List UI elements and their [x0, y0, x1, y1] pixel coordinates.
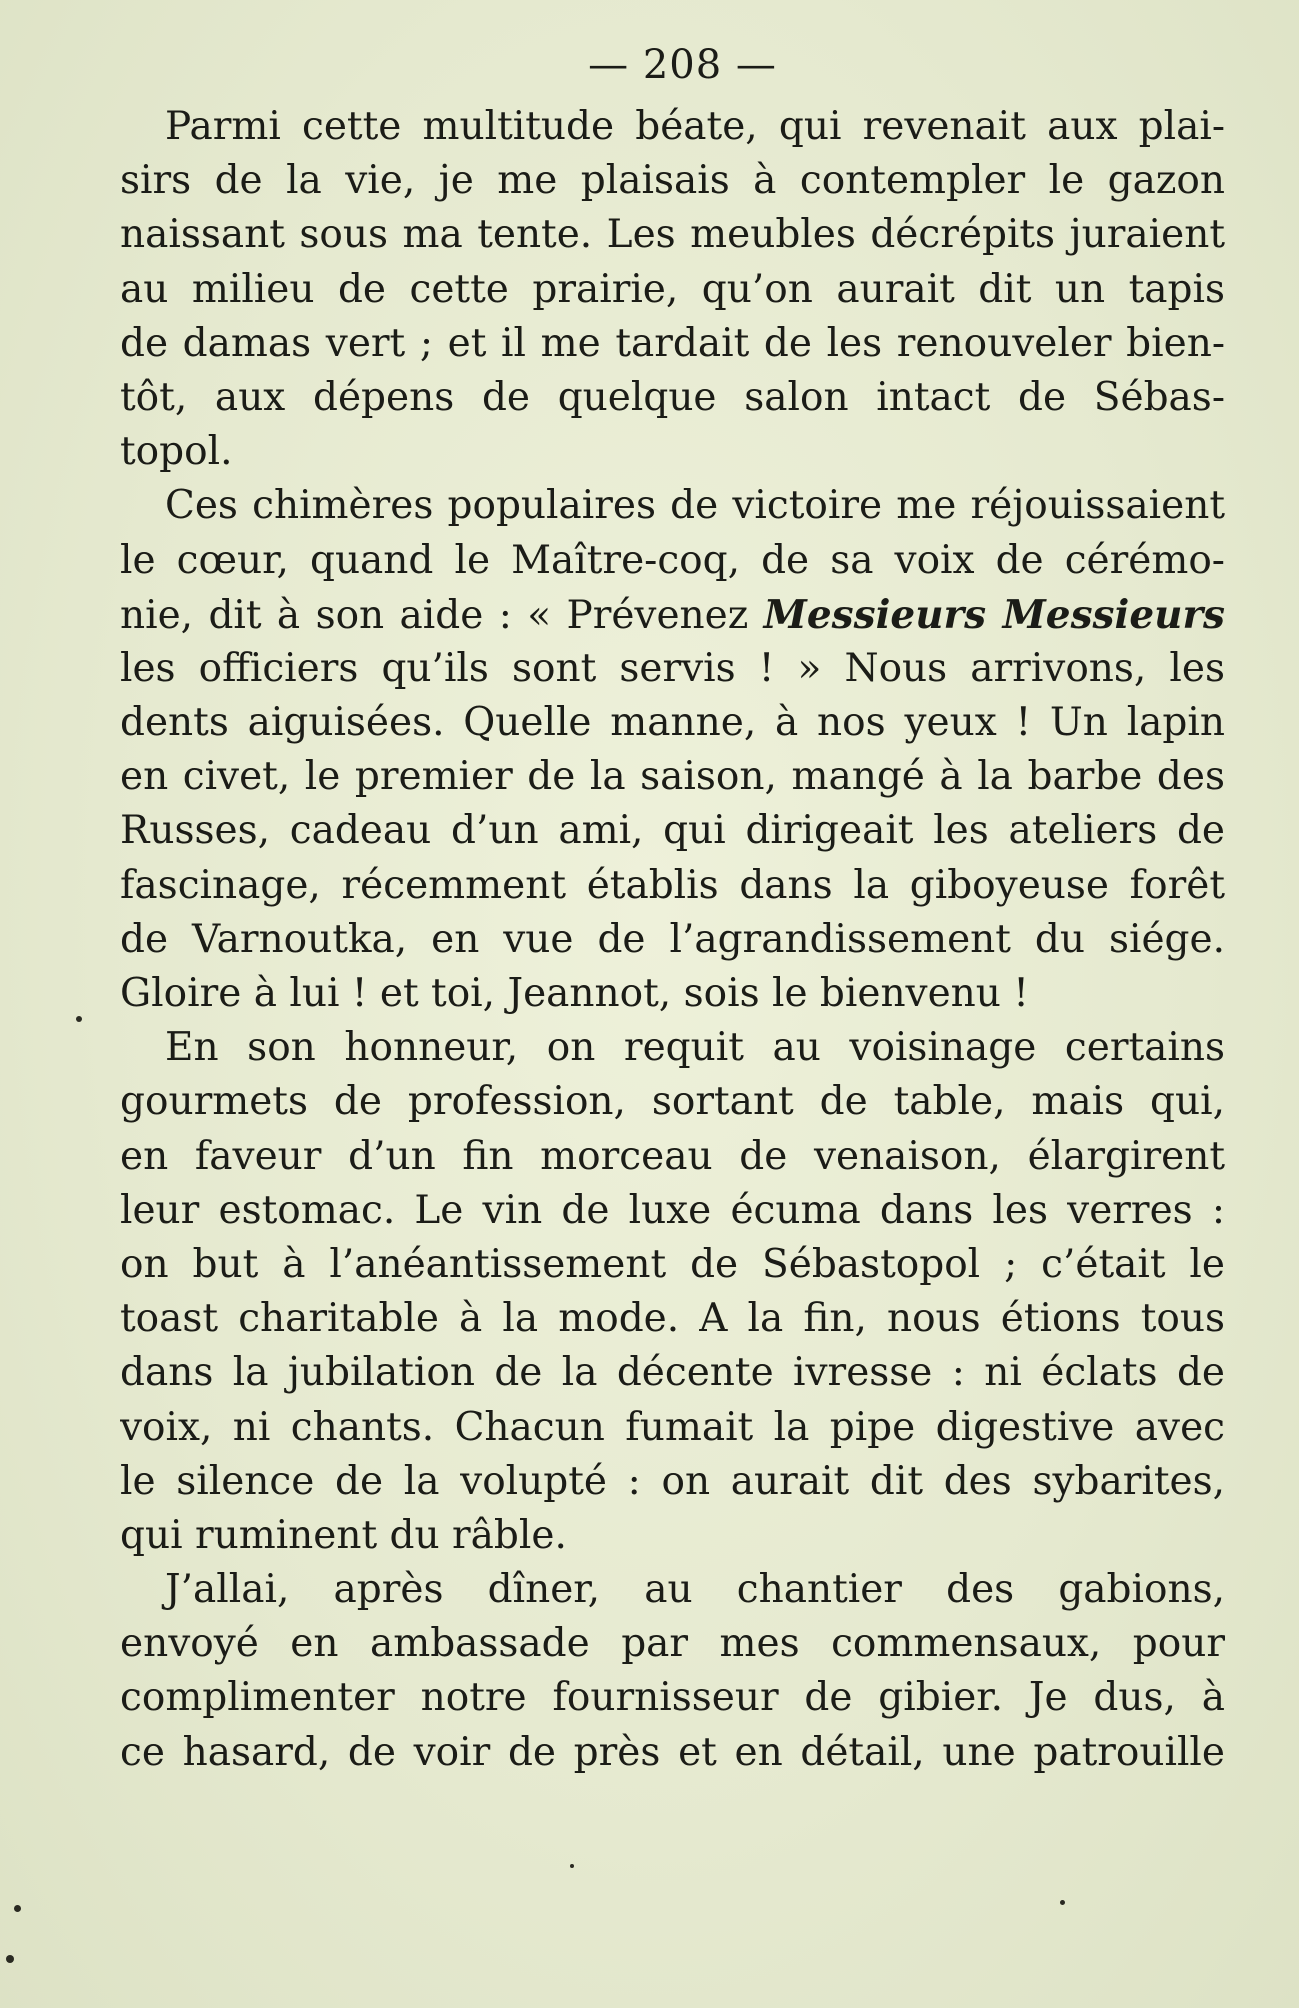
text-line: le silence de la volupté : on aurait dit des sybarites, — [120, 1458, 1225, 1504]
paragraph-4 — [120, 1563, 1225, 1780]
text-line: au milieu de cette prairie, qu’on aurait dit un tapis — [120, 266, 1225, 312]
text-line: de damas vert ; et il me tardait de les renouveler bien- — [120, 320, 1225, 366]
text-line: dans la jubilation de la décente ivresse : ni éclats de — [120, 1350, 1225, 1396]
text-line: En son honneur, on requit au voisinage certains — [165, 1025, 1225, 1071]
text-line: sirs de la vie, je me plaisais à contempler le gazon — [120, 158, 1225, 204]
text-line — [120, 588, 1225, 642]
text-line: de Varnoutka, en vue de l’agrandissement du siége. — [120, 916, 1225, 962]
text-line: on but à l’anéantissement de Sébastopol ; c’était le — [120, 1241, 1225, 1287]
text-line: les officiers qu’ils sont servis ! » Nous arrivons, les — [120, 645, 1225, 691]
text-line: Parmi cette multitude béate, qui revenait aux plai- — [165, 104, 1225, 149]
scan-speck — [76, 1016, 82, 1022]
text-line: Ces chimères populaires de victoire me réjouissaient — [165, 483, 1225, 529]
text-line: naissant sous ma tente. Les meubles décrépits juraient — [120, 212, 1225, 258]
scan-speck — [570, 1864, 574, 1868]
book-page — [120, 30, 1225, 1780]
scan-speck — [6, 1955, 14, 1963]
text-line: Russes, cadeau d’un ami, qui dirigeait les ateliers de — [120, 808, 1225, 854]
text-line: dents aiguisées. Quelle manne, à nos yeux ! Un lapin — [120, 700, 1225, 746]
italic-phrase: Messieurs Messieurs — [763, 591, 1225, 638]
scan-speck — [1060, 1900, 1065, 1905]
text-line: fascinage, récemment établis dans la giboyeuse forêt — [120, 862, 1225, 908]
text-line: tôt, aux dépens de quelque salon intact de Sébas- — [120, 374, 1225, 420]
text-line: Gloire à lui ! et toi, Jeannot, sois le bienvenu ! — [120, 971, 1029, 1016]
text-line: gourmets de profession, sortant de table, mais qui, — [120, 1079, 1225, 1125]
text-segment: nie, dit à son aide : « Prévenez — [120, 592, 764, 638]
paragraph-3 — [120, 1021, 1225, 1563]
text-line: en civet, le premier de la saison, mangé à la barbe des — [120, 754, 1225, 800]
text-line: le cœur, quand le Maître-coq, de sa voix de cérémo- — [120, 537, 1225, 583]
text-line: ce hasard, de voir de près et en détail, une patrouille — [120, 1729, 1225, 1775]
text-line: J’allai, après dîner, au chantier des gabions, — [165, 1567, 1225, 1613]
text-line: complimenter notre fournisseur de gibier. Je dus, à — [120, 1675, 1225, 1721]
text-line: qui ruminent du râble. — [120, 1512, 567, 1558]
text-line: toast charitable à la mode. A la fin, nous étions tous — [120, 1296, 1225, 1342]
paragraph-1 — [120, 100, 1225, 479]
scan-speck — [14, 1905, 21, 1912]
text-line: envoyé en ambassade par mes commensaux, pour — [120, 1621, 1225, 1667]
text-line: leur estomac. Le vin de luxe écuma dans les verres : — [120, 1187, 1225, 1233]
text-line: voix, ni chants. Chacun fumait la pipe digestive avec — [120, 1404, 1225, 1450]
paragraph-2 — [120, 479, 1225, 1021]
text-line: topol. — [120, 429, 233, 475]
text-line: en faveur d’un fin morceau de venaison, élargirent — [120, 1133, 1225, 1179]
page-number: — 208 — — [588, 42, 777, 88]
